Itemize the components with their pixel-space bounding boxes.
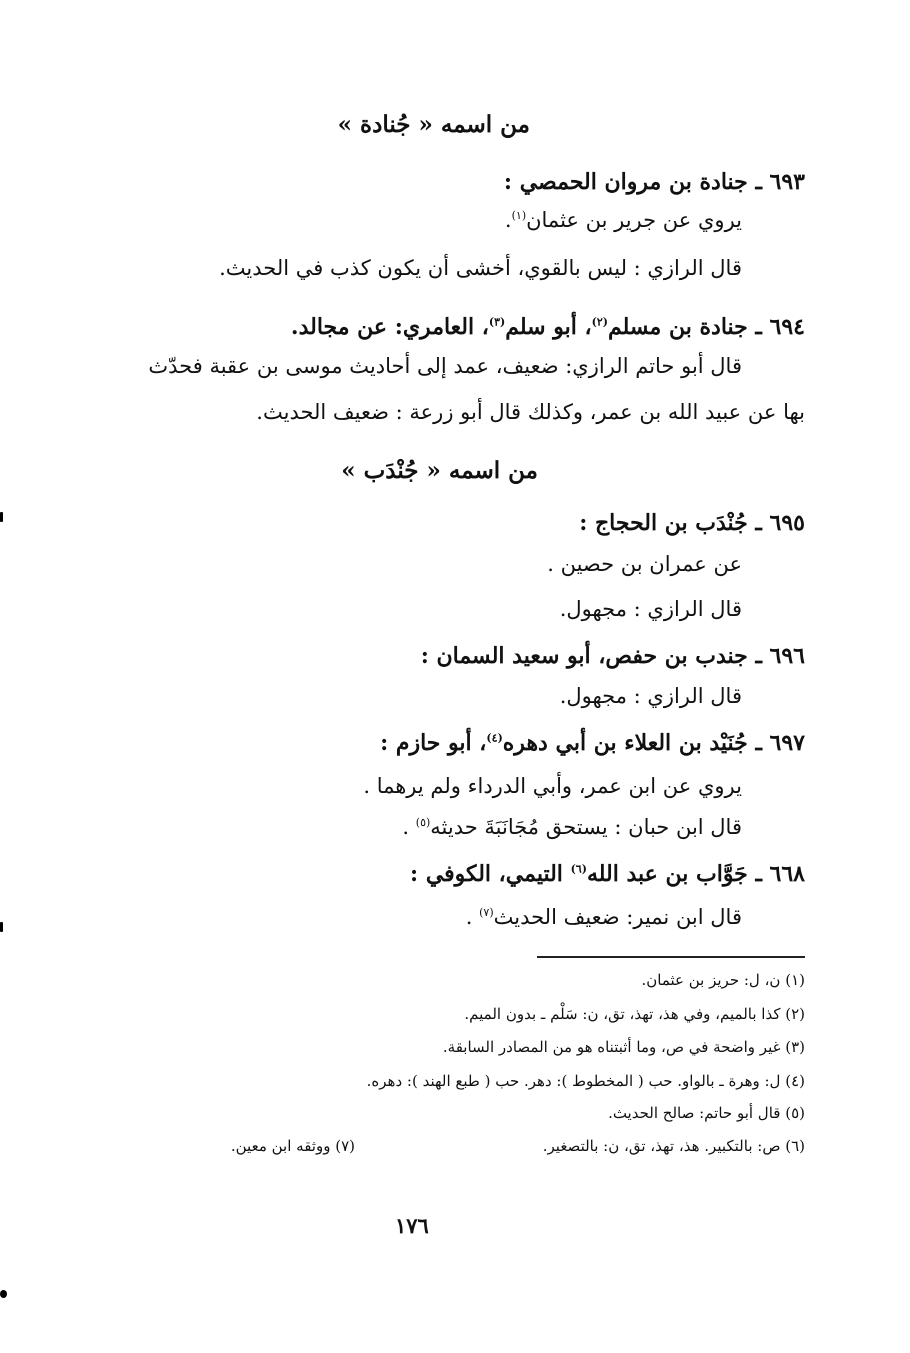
footnote-ref-4: (٤) (486, 731, 503, 745)
footnote-separator (537, 956, 805, 958)
entry-695-line2: قال الرازي : مجهول. (559, 597, 742, 621)
footnote-4: (٤) ل: وهرة ـ بالواو. حب ( المخطوط ): دهر. حب ( طبع الهند ): دهره. (366, 1072, 805, 1090)
section-heading-jundab: من اسمه « جُنْدَب » (341, 457, 538, 484)
entry-697-line1: يروي عن ابن عمر، وأبي الدرداء ولم يرهما . (363, 774, 742, 798)
entry-694-line2: بها عن عبيد الله بن عمر، وكذلك قال أبو زرعة : ضعيف الحديث. (256, 400, 805, 424)
entry-693-line1: يروي عن جرير بن عثمان$^{(١)}$. (504, 208, 742, 232)
entry-668-title: ٦٦٨ ـ جَوَّاب بن عبد الله$^{(٦)}$ التيمي، الكوفي : (410, 861, 805, 887)
entry-693-line2: قال الرازي : ليس بالقوي، أخشى أن يكون كذب في الحديث. (219, 256, 742, 280)
page-number: ١٧٦ (395, 1213, 429, 1238)
footnote-ref-2: (٢) (591, 315, 608, 329)
entry-696-title: ٦٩٦ ـ جندب بن حفص، أبو سعيد السمان : (420, 643, 805, 669)
footnote-3: (٣) غير واضحة في ص، وما أثبتناه هو من المصادر السابقة. (442, 1038, 805, 1056)
scan-speck (0, 922, 3, 932)
entry-668-line1: قال ابن نمير: ضعيف الحديث$^{(٧)}$ . (465, 905, 742, 929)
entry-697-title: ٦٩٧ ـ جُنَيْد بن العلاء بن أبي دهره$^{(٤)}$، أبو حازم : (380, 730, 805, 756)
entry-694-line1: قال أبو حاتم الرازي: ضعيف، عمد إلى أحاديث موسى بن عقبة فحدّث (148, 354, 742, 378)
footnote-1: (١) ن، ل: حريز بن عثمان. (641, 971, 805, 989)
footnote-6: (٦) ص: بالتكبير. هذ، تهذ، تق، ن: بالتصغير. (542, 1137, 805, 1155)
scan-speck (0, 512, 3, 522)
footnote-7: (٧) ووثقه ابن معين. (230, 1137, 355, 1155)
footnote-ref-6: (٦) (570, 862, 587, 876)
section-heading-junada: من اسمه « جُنادة » (337, 111, 530, 138)
footnote-5: (٥) قال أبو حاتم: صالح الحديث. (608, 1104, 805, 1122)
entry-693-title: ٦٩٣ ـ جنادة بن مروان الحمصي : (503, 169, 805, 195)
entry-694-title: ٦٩٤ ـ جنادة بن مسلم$^{(٢)}$، أبو سلم$^{(٣)}$، العامري: عن مجالد. (290, 314, 805, 340)
entry-697-line2: قال ابن حبان : يستحق مُجَانَبَةَ حديثه$^{(٥)}$ . (402, 815, 742, 839)
footnote-ref-7: (٧) (479, 906, 494, 919)
entry-695-title: ٦٩٥ ـ جُنْدَب بن الحجاج : (579, 510, 805, 536)
scan-speck (0, 1290, 7, 1298)
footnote-ref-5: (٥) (415, 816, 431, 829)
footnote-2: (٢) كذا بالميم، وفي هذ، تهذ، تق، ن: سَلْم ـ بدون الميم. (464, 1005, 805, 1023)
entry-695-line1: عن عمران بن حصين . (547, 552, 742, 576)
footnote-ref-1: (١) (511, 209, 527, 222)
entry-696-line1: قال الرازي : مجهول. (559, 684, 742, 708)
footnote-ref-3: (٣) (488, 315, 506, 329)
